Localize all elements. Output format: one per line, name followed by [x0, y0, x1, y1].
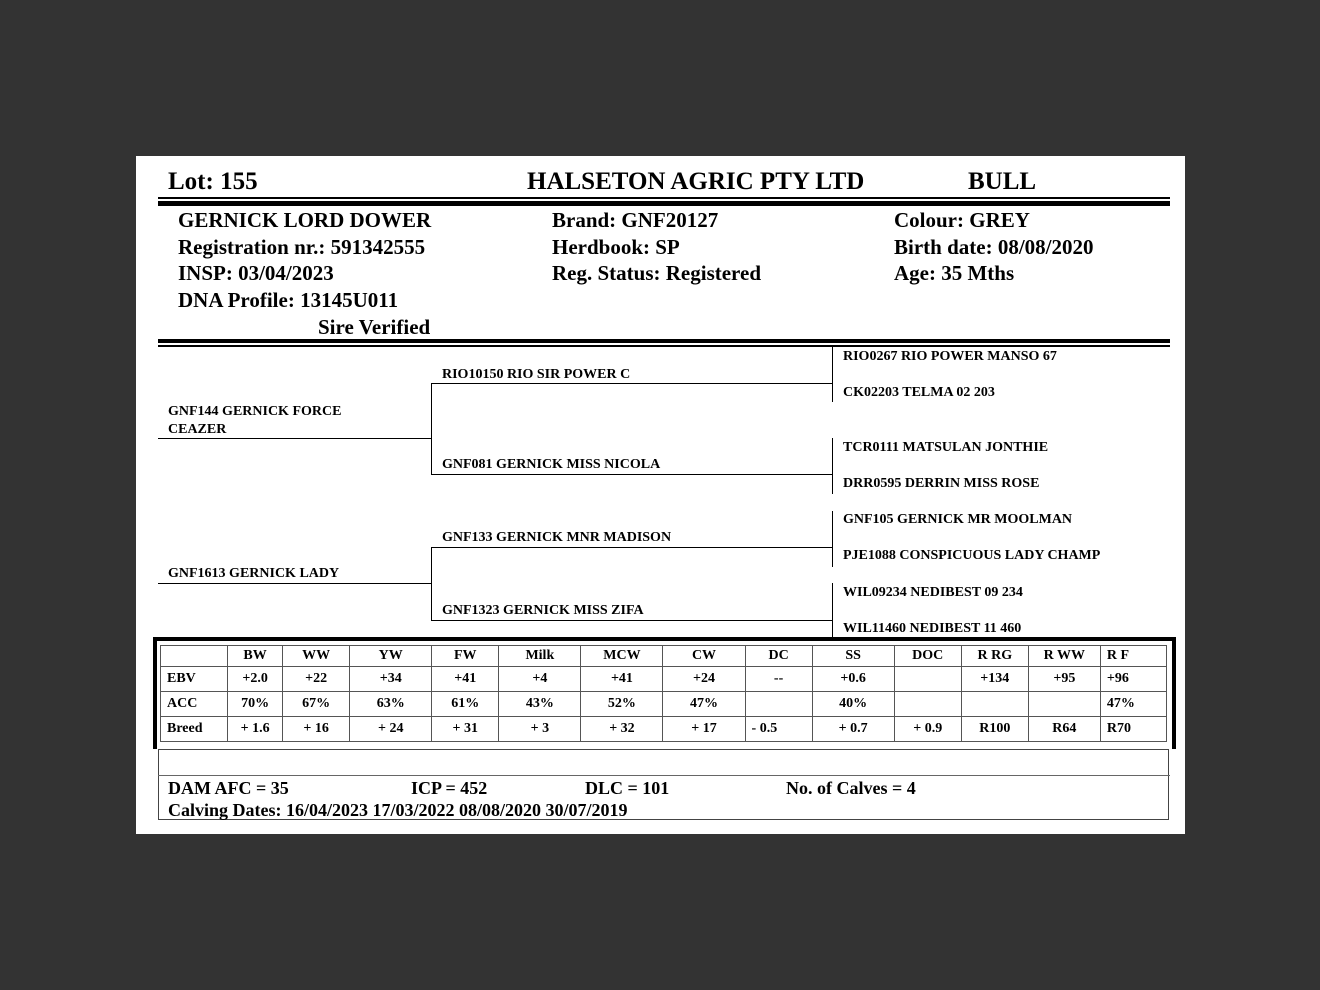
pedigree-line: [158, 438, 432, 439]
ebv-cell: + 16: [283, 717, 350, 742]
ebv-header-cell: DC: [745, 646, 812, 667]
ebv-cell: + 0.7: [812, 717, 894, 742]
registration-status: Reg. Status: Registered: [552, 261, 761, 285]
pedigree-ggp-4: DRR0595 DERRIN MISS ROSE: [843, 476, 1040, 491]
ebv-cell: 47%: [1100, 692, 1166, 717]
info-rule-thin: [158, 345, 1170, 347]
pedigree-line: [832, 511, 833, 567]
ebv-cell: 47%: [663, 692, 745, 717]
pedigree-line: [431, 620, 833, 621]
ebv-header-cell: R WW: [1028, 646, 1100, 667]
ebv-table: [160, 645, 1167, 742]
pedigree-ggp-5: GNF105 GERNICK MR MOOLMAN: [843, 512, 1073, 527]
pedigree-ggp-2: CK02203 TELMA 02 203: [843, 385, 995, 400]
pedigree-line: [431, 383, 432, 474]
pedigree-sire: GNF144 GERNICK FORCE CEAZER: [168, 404, 342, 437]
ebv-frame-right: [1172, 637, 1176, 749]
brand: Brand: GNF20127: [552, 208, 719, 232]
ebv-cell: +22: [283, 667, 350, 692]
ebv-row-label: EBV: [161, 667, 228, 692]
ebv-row-label: ACC: [161, 692, 228, 717]
pedigree-line: [832, 583, 833, 641]
pedigree-dam-sire: GNF133 GERNICK MNR MADISON: [442, 530, 672, 545]
pedigree-ggp-7: WIL09234 NEDIBEST 09 234: [843, 585, 1023, 600]
pedigree-line: [431, 474, 833, 475]
pedigree-line: [431, 547, 833, 548]
ebv-header-cell: YW: [350, 646, 432, 667]
ebv-header-cell: Milk: [499, 646, 581, 667]
ebv-header-cell: WW: [283, 646, 350, 667]
ebv-cell: --: [745, 667, 812, 692]
ebv-cell: 67%: [283, 692, 350, 717]
pedigree-line: [431, 383, 833, 384]
lot-number: Lot: 155: [168, 168, 258, 195]
ebv-cell: +4: [499, 667, 581, 692]
ebv-cell: [1028, 692, 1100, 717]
ebv-header-cell: DOC: [894, 646, 961, 667]
ebv-cell: [894, 692, 961, 717]
ebv-cell: 52%: [581, 692, 663, 717]
ebv-cell: + 1.6: [228, 717, 283, 742]
dlc: DLC = 101: [585, 778, 670, 798]
ebv-cell: +134: [961, 667, 1028, 692]
ebv-cell: +41: [581, 667, 663, 692]
header-rule-thick: [158, 201, 1170, 206]
calving-dates: Calving Dates: 16/04/2023 17/03/2022 08/08/2020 30/07/2019: [168, 800, 628, 820]
pedigree-sire-sire: RIO10150 RIO SIR POWER C: [442, 367, 631, 382]
ebv-cell: +24: [663, 667, 745, 692]
pedigree-ggp-6: PJE1088 CONSPICUOUS LADY CHAMP: [843, 548, 1101, 563]
ebv-row-ebv: [161, 667, 1167, 692]
ebv-cell: 70%: [228, 692, 283, 717]
age: Age: 35 Mths: [894, 261, 1015, 285]
ebv-cell: + 24: [350, 717, 432, 742]
pedigree-dam-dam: GNF1323 GERNICK MISS ZIFA: [442, 603, 644, 618]
ebv-header-cell: R F: [1100, 646, 1166, 667]
ebv-cell: 63%: [350, 692, 432, 717]
ebv-row-breed: [161, 717, 1167, 742]
ebv-row-acc: [161, 692, 1167, 717]
animal-sex: BULL: [968, 168, 1037, 195]
sire-verified: Sire Verified: [318, 315, 431, 339]
ebv-cell: R100: [961, 717, 1028, 742]
ebv-cell: +41: [432, 667, 499, 692]
ebv-cell: [961, 692, 1028, 717]
inspection-date: INSP: 03/04/2023: [178, 261, 334, 285]
ebv-cell: - 0.5: [745, 717, 812, 742]
ebv-header-cell: SS: [812, 646, 894, 667]
colour: Colour: GREY: [894, 208, 1030, 232]
ebv-cell: 40%: [812, 692, 894, 717]
registration-number: Registration nr.: 591342555: [178, 235, 426, 259]
ebv-frame-top: [153, 637, 1176, 641]
ebv-cell: R70: [1100, 717, 1166, 742]
ebv-header-cell: MCW: [581, 646, 663, 667]
pedigree-ggp-3: TCR0111 MATSULAN JONTHIE: [843, 440, 1049, 455]
ebv-cell: + 3: [499, 717, 581, 742]
ebv-cell: +2.0: [228, 667, 283, 692]
ebv-cell: +96: [1100, 667, 1166, 692]
ebv-header-cell: [161, 646, 228, 667]
ebv-cell: + 0.9: [894, 717, 961, 742]
pedigree-line: [431, 547, 432, 620]
ebv-header-cell: BW: [228, 646, 283, 667]
pedigree-line: [832, 347, 833, 402]
dam-stats-divider: [158, 775, 1170, 776]
pedigree-ggp-1: RIO0267 RIO POWER MANSO 67: [843, 349, 1057, 364]
ebv-cell: +95: [1028, 667, 1100, 692]
animal-name: GERNICK LORD DOWER: [178, 208, 432, 232]
breeder-name: HALSETON AGRIC PTY LTD: [527, 168, 865, 195]
ebv-cell: R64: [1028, 717, 1100, 742]
pedigree-dam: GNF1613 GERNICK LADY: [168, 566, 340, 581]
pedigree-sire-dam: GNF081 GERNICK MISS NICOLA: [442, 457, 661, 472]
dna-profile: DNA Profile: 13145U011: [178, 288, 399, 312]
ebv-cell: + 32: [581, 717, 663, 742]
ebv-frame-left: [153, 637, 157, 749]
ebv-cell: [745, 692, 812, 717]
herdbook: Herdbook: SP: [552, 235, 680, 259]
pedigree-line: [158, 583, 432, 584]
birth-date: Birth date: 08/08/2020: [894, 235, 1094, 259]
ebv-header-row: [161, 646, 1167, 667]
ebv-cell: +34: [350, 667, 432, 692]
ebv-cell: [894, 667, 961, 692]
ebv-cell: 61%: [432, 692, 499, 717]
header-rule-thin: [158, 197, 1170, 199]
ebv-header-cell: CW: [663, 646, 745, 667]
ebv-cell: + 17: [663, 717, 745, 742]
ebv-cell: + 31: [432, 717, 499, 742]
ebv-cell: +0.6: [812, 667, 894, 692]
icp: ICP = 452: [411, 778, 488, 798]
pedigree-line: [832, 438, 833, 494]
info-rule-thick: [158, 339, 1170, 343]
number-of-calves: No. of Calves = 4: [786, 778, 916, 798]
ebv-cell: 43%: [499, 692, 581, 717]
ebv-header-cell: R RG: [961, 646, 1028, 667]
ebv-header-cell: FW: [432, 646, 499, 667]
ebv-row-label: Breed: [161, 717, 228, 742]
dam-afc: DAM AFC = 35: [168, 778, 289, 798]
pedigree-ggp-8: WIL11460 NEDIBEST 11 460: [843, 621, 1022, 636]
